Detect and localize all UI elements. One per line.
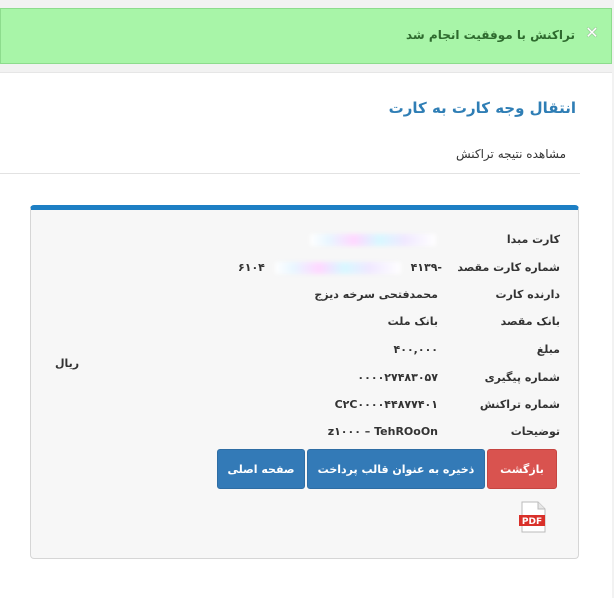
- dest-bank-value: بانک ملت: [387, 315, 438, 328]
- detail-row-bank: [31, 315, 580, 335]
- tracking-number-value: ۰۰۰۰۲۷۴۸۳۰۵۷: [357, 371, 438, 384]
- alert-message: تراکنش با موفقیت انجام شد: [406, 28, 575, 42]
- masked-card-number: [310, 234, 436, 246]
- detail-label: بانک مقصد: [500, 315, 560, 328]
- detail-row-description: [31, 425, 580, 445]
- detail-label: دارنده کارت: [495, 288, 560, 301]
- detail-row-tracking: [31, 371, 580, 391]
- description-value: z۱۰۰۰ – TehROoOn: [327, 425, 438, 438]
- dest-card-end: ۴۱۳۹-: [410, 261, 442, 274]
- detail-label: توضیحات: [510, 425, 560, 438]
- pdf-download-icon[interactable]: [519, 501, 547, 533]
- detail-row-amount: [31, 343, 580, 363]
- back-button[interactable]: بازگشت: [487, 449, 557, 489]
- currency-label: ریال: [55, 357, 80, 370]
- detail-label: شماره کارت مقصد: [457, 261, 560, 274]
- pdf-label: PDF: [521, 517, 543, 527]
- dest-card-value: [238, 261, 442, 274]
- main-panel: [0, 72, 612, 598]
- detail-row-source-card: [31, 233, 580, 253]
- detail-label: شماره پیگیری: [484, 371, 560, 384]
- detail-label: کارت مبدا: [506, 233, 560, 246]
- home-button[interactable]: صفحه اصلی: [217, 449, 305, 489]
- detail-row-holder: [31, 288, 580, 308]
- divider: [0, 173, 580, 174]
- detail-row-transaction: [31, 398, 580, 418]
- page-title: انتقال وجه کارت به کارت: [388, 99, 576, 117]
- pdf-icon: [519, 501, 547, 533]
- save-template-button[interactable]: ذخیره به عنوان قالب پرداخت: [307, 449, 485, 489]
- detail-label: شماره تراکنش: [479, 398, 560, 411]
- transaction-result-card: [30, 205, 579, 559]
- card-holder-value: محمدفتحی سرخه دیزج: [314, 288, 438, 301]
- detail-label: مبلغ: [536, 343, 560, 356]
- source-card-value: [304, 233, 442, 246]
- page-subtitle: مشاهده نتیجه تراکنش: [455, 147, 566, 161]
- detail-row-dest-card: [31, 261, 580, 281]
- transaction-number-value: C۲C۰۰۰۰۴۴۸۷۷۴۰۱: [334, 398, 438, 411]
- dest-card-start: ۶۱۰۴: [238, 261, 265, 274]
- masked-card-number: [275, 262, 401, 274]
- amount-value: ۴۰۰,۰۰۰: [393, 343, 438, 356]
- close-icon[interactable]: ✕: [585, 23, 599, 42]
- success-alert: [0, 8, 612, 64]
